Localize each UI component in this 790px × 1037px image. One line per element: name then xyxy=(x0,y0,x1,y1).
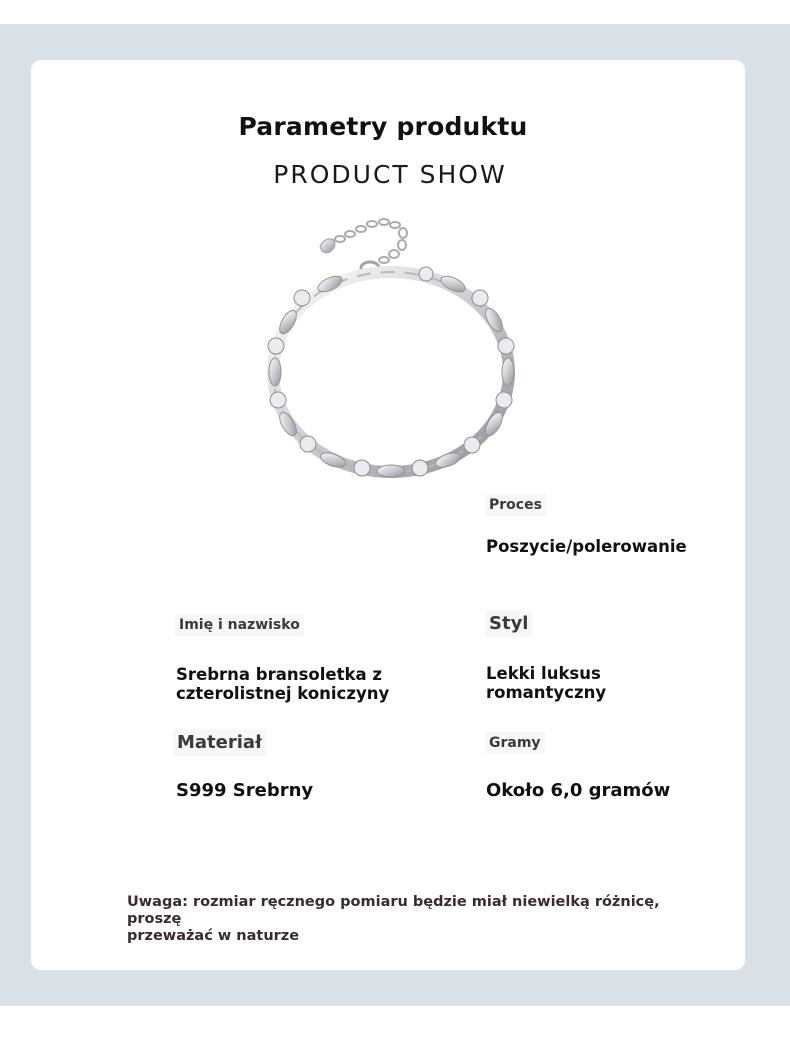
weight-label: Gramy xyxy=(485,732,545,754)
style-value-line2: romantyczny xyxy=(486,683,607,702)
process-value: Poszycie/polerowanie xyxy=(486,537,687,556)
name-label: Imię i nazwisko xyxy=(175,614,304,636)
name-value-line1: Srebrna bransoletka z xyxy=(176,665,382,684)
note-line1: Uwaga: rozmiar ręcznego pomiaru będzie miał niewielką różnicę, proszę xyxy=(127,894,660,927)
weight-value: Około 6,0 gramów xyxy=(486,780,671,801)
material-value: S999 Srebrny xyxy=(176,780,314,801)
style-label: Styl xyxy=(485,610,532,637)
name-value-line2: czterolistnej koniczyny xyxy=(176,684,390,703)
style-value-line1: Lekki luksus xyxy=(486,664,601,683)
measurement-note xyxy=(127,894,707,945)
page-title: Parametry produktu xyxy=(238,112,528,141)
product-parameters-card xyxy=(31,60,745,970)
page-subtitle: PRODUCT SHOW xyxy=(273,160,507,189)
process-label: Proces xyxy=(485,494,546,516)
style-value xyxy=(486,664,606,702)
material-label: Materiał xyxy=(173,729,266,756)
name-value xyxy=(176,665,389,703)
note-line2: przeważać w naturze xyxy=(127,928,300,944)
silver-bracelet-image xyxy=(258,212,526,490)
